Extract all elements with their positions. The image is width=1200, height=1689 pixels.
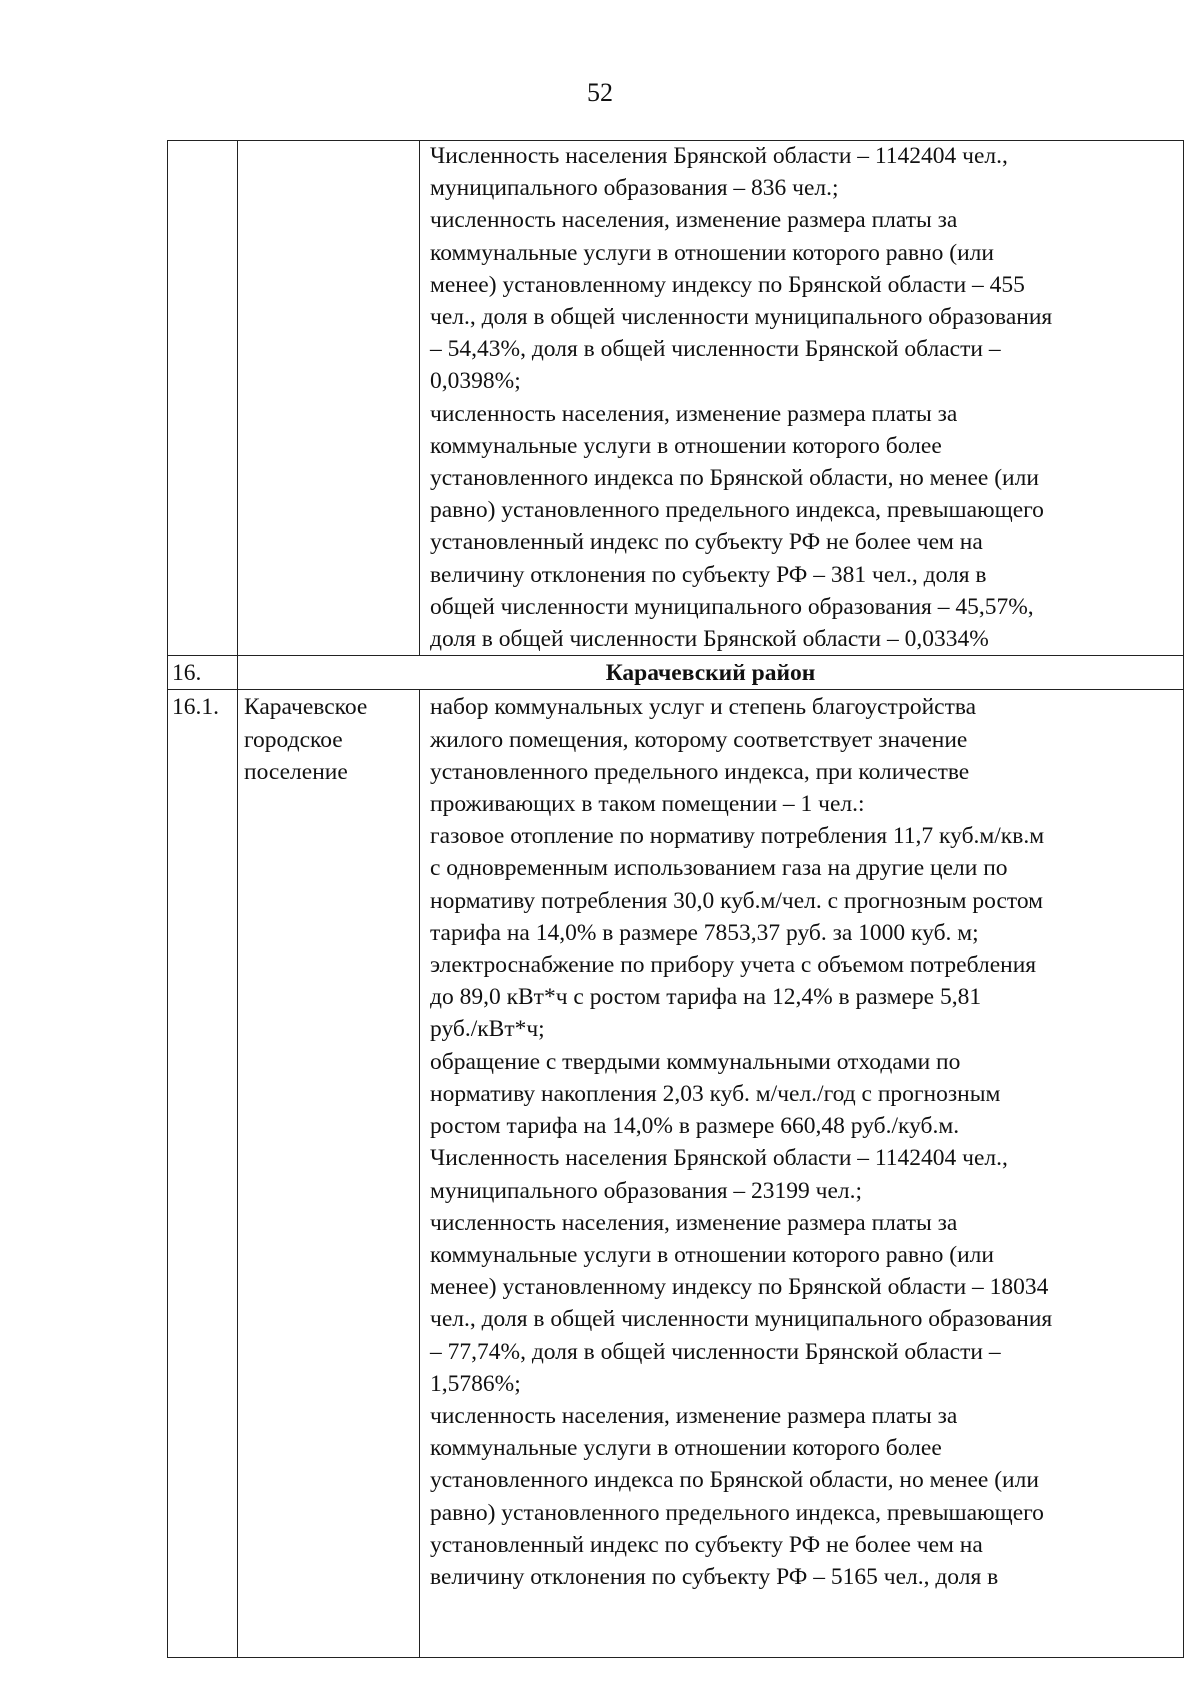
description-cell [420,141,1184,656]
tariff-table [167,140,1184,1658]
population-above-index-paragraph: численность населения, изменение размера платы за коммунальные услуги в отношении которого более установленного индекса по Брянской области, но менее (или равно) установленного предельного индекса, превышающего установленный индекс по субъекту РФ не более чем на величину отклонения по субъекту РФ – 5165 чел., доля в [430,1402,1044,1590]
table-row-16-1 [168,690,1184,1658]
population-paragraph: Численность населения Брянской области – 1142404 чел., муниципального образования – 23199 чел.; [430,1145,1008,1204]
population-paragraph: Численность населения Брянской области – 1142404 чел., муниципального образования – 836 чел.; [430,143,1008,202]
settlement-number: 16.1. [168,690,238,1658]
table-row-continuation [168,141,1184,656]
waste-paragraph: обращение с твердыми коммунальными отходами по нормативу накопления 2,03 куб. м/чел./год с прогнозным ростом тарифа на 14,0% в размере 660,48 руб./куб.м. [430,1048,1001,1140]
settlement-name: Карачевское городское поселение [238,690,420,1658]
district-title: Карачевский район [238,656,1184,690]
number-cell-empty [168,141,238,656]
district-number: 16. [168,656,238,690]
services-set-paragraph: набор коммунальных услуг и степень благоустройства жилого помещения, которому соответствует значение установленного предельного индекса, при количестве проживающих в таком помещении – 1 чел.: [430,694,977,818]
gas-heating-paragraph: газовое отопление по нормативу потребления 11,7 куб.м/кв.м с одновременным использованием газа на другие цели по нормативу потребления 30,0 куб.м/чел. с прогнозным ростом тарифа на 14,0% в размере 7853,37 руб. за 1000 куб. м; [430,823,1045,946]
district-header-row [168,656,1184,690]
population-above-index-paragraph: численность населения, изменение размера платы за коммунальные услуги в отношении которого более установленного индекса по Брянской области, но менее (или равно) установленного предельного индекса, превышающего установленный индекс по субъекту РФ не более чем на величину отклонения по субъекту РФ – 381 чел., доля в общей численности муниципального образования – 45,57%, доля в общей численности Брянской области – 0,0334% [430,400,1044,653]
electricity-paragraph: электроснабжение по прибору учета с объемом потребления до 89,0 кВт*ч с ростом тарифа на 12,4% в размере 5,81 руб./кВт*ч; [430,952,1037,1043]
population-within-index-paragraph: численность населения, изменение размера платы за коммунальные услуги в отношении которого равно (или менее) установленному индексу по Брянской области – 18034 чел., доля в общей численности муниципального образования – 77,74%, доля в общей численности Брянской области – 1,5786%; [430,1209,1053,1397]
population-within-index-paragraph: численность населения, изменение размера платы за коммунальные услуги в отношении которого равно (или менее) установленному индексу по Брянской области – 455 чел., доля в общей численности муниципального образования – 54,43%, доля в общей численности Брянской области – 0,0398%; [430,207,1053,395]
settlement-description-cell [420,690,1184,1658]
page-number: 52 [587,78,613,107]
name-cell-empty [238,141,420,656]
